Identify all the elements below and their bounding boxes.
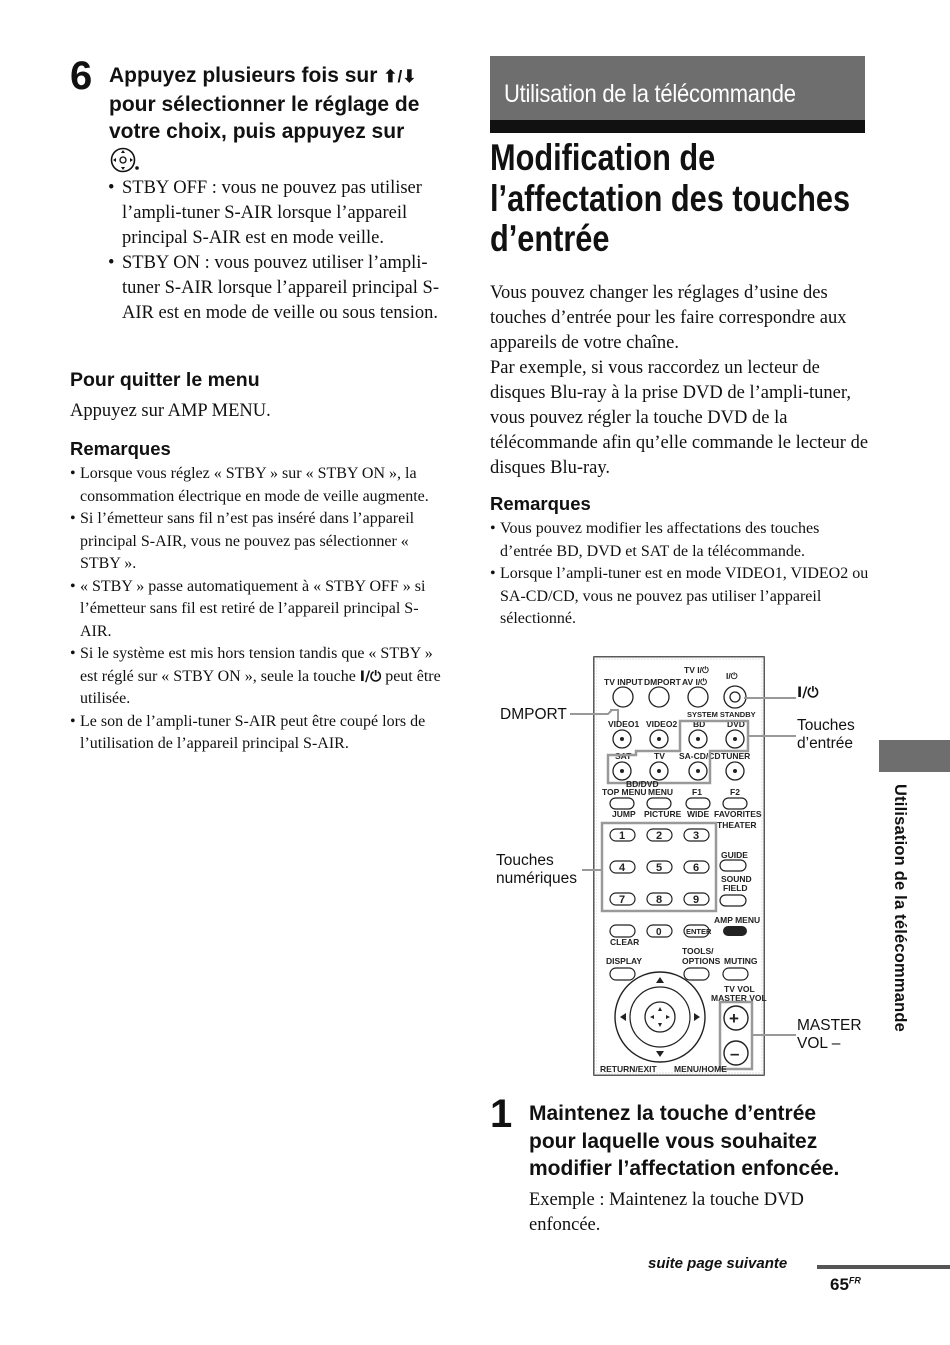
key-label: ENTER: [686, 927, 712, 936]
key-label: SOUND: [721, 874, 752, 884]
callout-line: numériques: [496, 870, 577, 887]
key-label: 2: [656, 830, 663, 842]
page-title-line: l’affectation des touches: [490, 177, 851, 219]
page-title-line: Modification de: [490, 137, 716, 178]
key-label: FIELD: [723, 883, 748, 893]
step-1-example: Exemple : Maintenez la touche DVD enfoncée.: [529, 1190, 804, 1235]
master-vol-callout: [797, 1017, 862, 1053]
intro-text: Vous pouvez changer les réglages d’usine des touches d’entrée pour les faire correspondre aux appareils de votre chaîne.: [490, 283, 847, 353]
key-label: SA-CD/CD: [679, 751, 721, 761]
section-banner-label: Utilisation de la télécommande: [504, 80, 796, 108]
callout-line: VOL –: [797, 1035, 841, 1052]
key-label: MENU/HOME: [674, 1064, 727, 1074]
key-label: VIDEO2: [646, 719, 678, 729]
callout-line: d’entrée: [797, 735, 854, 752]
banner-rule: [490, 120, 865, 133]
side-tab-label: Utilisation de la télécommande: [891, 784, 909, 1033]
key-label: 3: [693, 830, 700, 842]
key-label: AV I/⏻: [682, 677, 707, 687]
key-label: DVD: [727, 719, 745, 729]
key-label: F1: [692, 787, 702, 797]
key-label: SYSTEM STANDBY: [687, 710, 756, 719]
list-item: • Le son de l’ampli-tuner S-AIR peut être coupé lors de l’utilisation de l’appareil principal S-AIR.: [70, 711, 445, 756]
list-item: • Vous pouvez modifier les affectations des touches d’entrée BD, DVD et SAT de la télécommande.: [490, 518, 870, 563]
example-text: Par exemple, si vous raccordez un lecteur de disques Blu-ray à la prise DVD de l’ampli-tuner, vous pouvez régler la touche DVD de la télécommande afin qu’elle commande le lecteur de disques Blu-ray.: [490, 358, 869, 478]
key-label: 0: [656, 927, 662, 938]
list-item: • Lorsque l’ampli-tuner est en mode VIDEO1, VIDEO2 ou SA-CD/CD, vous ne pouvez pas utiliser l’appareil sélectionné.: [490, 563, 870, 631]
key-label: 1: [619, 830, 626, 842]
key-label: 5: [656, 862, 663, 874]
key-label: TV I/⏻: [684, 665, 709, 675]
step-number: 6: [70, 54, 93, 98]
key-label: –: [730, 1044, 740, 1063]
callout-line: Touches: [797, 717, 855, 734]
key-label: BD: [693, 719, 706, 729]
key-label: AMP MENU: [714, 915, 761, 925]
continued-label: suite page suivante: [648, 1255, 788, 1272]
step-6-title: [109, 62, 454, 174]
step-1-title-line: Maintenez la touche d’entrée: [529, 1102, 817, 1125]
intro-paragraph: [490, 281, 870, 481]
key-label: SAT: [615, 751, 632, 761]
page-number-suffix: FR: [848, 1275, 861, 1286]
power-callout: I/⏻: [797, 685, 819, 701]
side-tab-marker: [879, 740, 950, 772]
list-item: • Si l’émetteur sans fil n’est pas inséré dans l’appareil principal S-AIR, vous ne pouvez pas sélectionner « STBY ».: [70, 508, 445, 576]
step-number: 1: [490, 1092, 513, 1136]
callout-line: Touches: [496, 852, 554, 869]
key-label: +: [729, 1009, 739, 1028]
page-number: [830, 1275, 861, 1295]
key-label: FAVORITES: [714, 809, 762, 819]
key-label: MENU: [648, 787, 674, 797]
list-item: • « STBY » passe automatiquement à « STBY OFF » si l’émetteur sans fil est retiré de l’appareil principal S-AIR.: [70, 576, 445, 644]
section-banner: [490, 56, 865, 120]
page-number-value: 65: [830, 1275, 849, 1294]
step-6-title-line: votre choix, puis appuyez sur: [109, 120, 405, 143]
key-label: MUTING: [724, 956, 758, 966]
remark-text: Si le système est mis hors tension tandis que « STBY » est réglé sur « STBY ON », seule la touche: [80, 645, 433, 685]
key-label: TV VOL: [724, 984, 755, 994]
remarks-heading: Remarques: [70, 438, 171, 459]
key-label: 9: [693, 894, 700, 906]
key-label: TV INPUT: [604, 677, 643, 687]
step-1-title: [529, 1100, 874, 1183]
key-label: VIDEO1: [608, 719, 640, 729]
step-6-bullets: [108, 176, 453, 326]
quit-menu-text: Appuyez sur AMP MENU.: [70, 401, 271, 421]
key-label: WIDE: [687, 809, 710, 819]
list-item: • Lorsque vous réglez « STBY » sur « STBY ON », la consommation électrique en mode de veille augmente.: [70, 463, 445, 508]
remarks-heading: Remarques: [490, 493, 591, 514]
numeric-keys-callout: [496, 852, 577, 888]
remarks-list: [490, 518, 870, 631]
key-label: DISPLAY: [606, 956, 643, 966]
page-title: [490, 138, 872, 260]
dmport-callout: DMPORT: [500, 706, 567, 723]
key-label: TUNER: [721, 751, 751, 761]
key-label: JUMP: [612, 809, 636, 819]
key-label: TOOLS/: [682, 946, 714, 956]
key-label: RETURN/EXIT: [600, 1064, 657, 1074]
quit-menu-heading: Pour quitter le menu: [70, 369, 260, 391]
step-6-title-line: pour sélectionner le réglage de: [109, 92, 420, 116]
up-down-arrow-icon: ⬆/⬇: [383, 67, 417, 86]
key-label: F2: [730, 787, 740, 797]
callout-lines: [560, 690, 800, 1080]
enter-button-icon: [109, 146, 139, 174]
key-label: 7: [619, 894, 626, 906]
key-label: TV: [654, 751, 665, 761]
input-keys-callout: [797, 717, 855, 753]
key-label: MASTER VOL: [711, 993, 767, 1003]
power-symbol-icon: I/⏻: [359, 668, 382, 685]
key-label: OPTIONS: [682, 956, 721, 966]
step-6-title-line: Appuyez plusieurs fois sur: [109, 64, 384, 87]
callout-line: MASTER: [797, 1017, 862, 1034]
list-item: [70, 643, 445, 711]
key-label: CLEAR: [610, 937, 640, 947]
key-label: PICTURE: [644, 809, 682, 819]
page-title-line: d’entrée: [490, 218, 610, 259]
key-label: THEATER: [717, 820, 757, 830]
key-label: BD/DVD: [626, 779, 659, 789]
key-label: DMPORT: [644, 677, 681, 687]
key-label: GUIDE: [721, 850, 748, 860]
key-label: 6: [693, 862, 700, 874]
step-1-title-line: pour laquelle vous souhaitez: [529, 1129, 818, 1153]
key-label: TOP MENU: [602, 787, 647, 797]
step-1-title-line: modifier l’affectation enfoncée.: [529, 1157, 840, 1180]
list-item: • STBY ON : vous pouvez utiliser l’ampli-tuner S-AIR lorsque l’appareil principal S-AIR est en mode de veille ou sous tension.: [108, 251, 453, 326]
footer-rule: [817, 1265, 950, 1269]
list-item: • STBY OFF : vous ne pouvez pas utiliser l’ampli-tuner S-AIR lorsque l’appareil principal S-AIR est en mode veille.: [108, 176, 453, 251]
remarks-list: [70, 463, 445, 756]
key-label: 8: [656, 894, 663, 906]
key-label: I/⏻: [726, 671, 738, 681]
remark-text: peut être utilisée.: [80, 667, 441, 707]
key-label: 4: [619, 862, 626, 874]
